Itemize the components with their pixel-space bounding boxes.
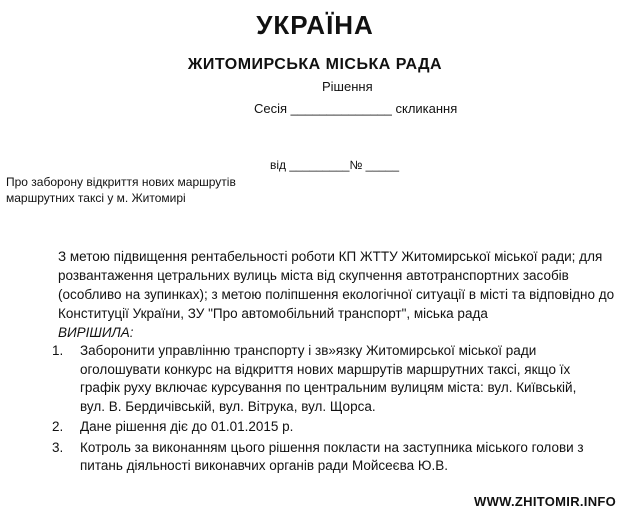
item-number: 2. <box>52 419 64 434</box>
list-item <box>52 418 584 437</box>
item-text <box>80 439 584 476</box>
date-number-line: від _________№ _____ <box>270 158 400 172</box>
decision-subject <box>6 174 236 206</box>
resolved-heading: ВИРІШИЛА: <box>58 325 134 340</box>
preamble-line: Конституції України, ЗУ "Про автомобільний транспорт", міська рада <box>58 306 488 321</box>
preamble-line: З метою підвищення рентабельності роботи КП ЖТТУ Житомирської міської ради; для <box>58 249 603 264</box>
list-item <box>52 439 584 476</box>
item-text <box>80 342 576 416</box>
item-line: Котроль за виконанням цього рішення покласти на заступника міського голови з <box>80 439 584 455</box>
item-line: питань діяльності виконавчих органів ради Мойсеєва Ю.В. <box>80 458 448 473</box>
subject-line: Про заборону відкриття нових маршрутів <box>6 175 236 189</box>
document-type: Рішення <box>322 79 373 94</box>
item-number: 3. <box>52 439 64 455</box>
item-number: 1. <box>52 343 64 358</box>
session-line: Сесія ______________ скликання <box>254 101 458 116</box>
item-line: Дане рішення діє до 01.01.2015 р. <box>80 419 294 434</box>
item-line: графік руху включає курсування по центральним вулицям міста: вул. Київській, <box>80 380 577 395</box>
preamble <box>58 247 614 342</box>
preamble-line: розвантаження цетральних вулиць міста від скупчення автотранспортних засобів <box>58 268 569 283</box>
list-item <box>52 342 584 416</box>
subject-line: маршрутних таксі у м. Житомирі <box>6 191 186 205</box>
site-watermark: WWW.ZHITOMIR.INFO <box>474 494 617 509</box>
item-line: оголошувати конкурс на відкриття нових маршрутів маршрутних таксі, якщо їх <box>80 361 571 377</box>
council-name: ЖИТОМИРСЬКА МІСЬКА РАДА <box>187 56 443 73</box>
country-title: УКРАЇНА <box>256 10 374 40</box>
item-line: вул. В. Бердичівській, вул. Вітрука, вул. Щорса. <box>80 398 376 414</box>
item-line: Заборонити управлінню транспорту і зв»язку Житомирської міської ради <box>80 343 537 358</box>
item-text <box>80 418 293 437</box>
preamble-line: (особливо на зупинках); з метою поліпшення екологічної ситуації в місті та відповідно до <box>58 287 615 302</box>
decision-items <box>52 342 584 478</box>
